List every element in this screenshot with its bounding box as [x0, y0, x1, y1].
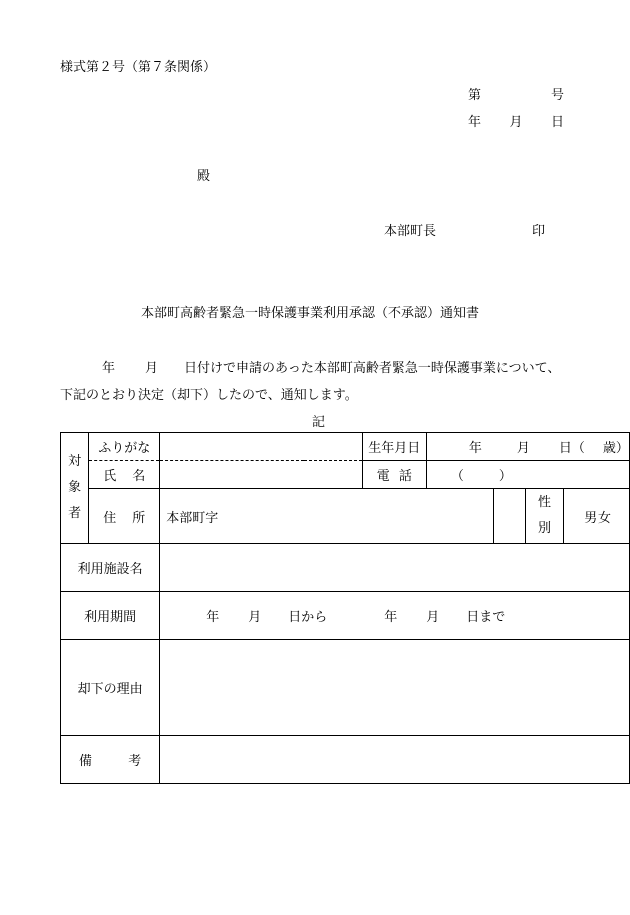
sex-option-male[interactable]: 男 [584, 510, 598, 526]
address-field-end[interactable] [493, 489, 525, 544]
birthdate-month: 月 [516, 441, 530, 456]
period-from-day: 日から [288, 610, 328, 625]
sex-label: 性 別 [525, 489, 563, 544]
address-prefix: 本部町字 [166, 510, 219, 526]
rejection-reason-field[interactable] [160, 640, 630, 736]
period-label: 利用期間 [61, 592, 160, 640]
form-number: 様式第２号（第７条関係） [60, 60, 217, 75]
birthdate-label: 生年月日 [362, 433, 426, 461]
furigana-field[interactable] [160, 433, 362, 461]
furigana-label: ふりがな [89, 433, 160, 461]
body-month: 月 [145, 361, 159, 376]
issuer-seal: 印 [532, 224, 546, 239]
document-number-prefix: 第 [468, 88, 482, 103]
issue-date-line [468, 111, 564, 130]
body-text-line1: 日付けで申請のあった本部町高齢者緊急一時保護事業について、 [184, 361, 561, 376]
birthdate-age: 歳） [602, 441, 629, 456]
period-from-year: 年 [206, 610, 220, 625]
phone-field[interactable] [426, 461, 629, 489]
birthdate-year: 年 [468, 441, 482, 456]
facility-field[interactable] [160, 544, 630, 592]
ki-heading: 記 [312, 415, 326, 430]
sex-option-female[interactable]: 女 [597, 510, 611, 526]
period-to-day: 日まで [466, 610, 506, 625]
subject-label: 対 象 者 [61, 433, 89, 544]
form-table [60, 432, 630, 784]
phone-label: 電 話 [362, 461, 426, 489]
body-year: 年 [102, 361, 116, 376]
period-to-year: 年 [384, 610, 398, 625]
issuer-title: 本部町長 [384, 224, 437, 239]
rejection-reason-label: 却下の理由 [61, 640, 160, 736]
name-field[interactable] [160, 461, 362, 489]
addressee-honorific: 殿 [197, 169, 211, 184]
document-title: 本部町高齢者緊急一時保護事業利用承認（不承認）通知書 [141, 306, 480, 321]
phone-open-paren: （ [450, 469, 464, 484]
birthdate-day: 日（ [558, 441, 585, 456]
sex-field[interactable] [564, 489, 630, 544]
period-from-month: 月 [248, 610, 262, 625]
address-label: 住 所 [89, 489, 160, 544]
birthdate-field[interactable] [426, 433, 629, 461]
name-label: 氏 名 [89, 461, 160, 489]
remarks-field[interactable] [160, 736, 630, 784]
issue-date-year: 年 [468, 115, 482, 130]
document-number-line [468, 84, 564, 103]
period-to-month: 月 [426, 610, 440, 625]
issue-date-day: 日 [550, 115, 564, 130]
body-text-line2: 下記のとおり決定（却下）したので、通知します。 [60, 388, 358, 403]
phone-close-paren: ） [498, 469, 512, 484]
document-number-suffix: 号 [550, 88, 564, 103]
period-field[interactable] [160, 592, 630, 640]
facility-label: 利用施設名 [61, 544, 160, 592]
issue-date-month: 月 [509, 115, 523, 130]
remarks-label: 備 考 [61, 736, 160, 784]
address-field[interactable] [160, 489, 493, 544]
